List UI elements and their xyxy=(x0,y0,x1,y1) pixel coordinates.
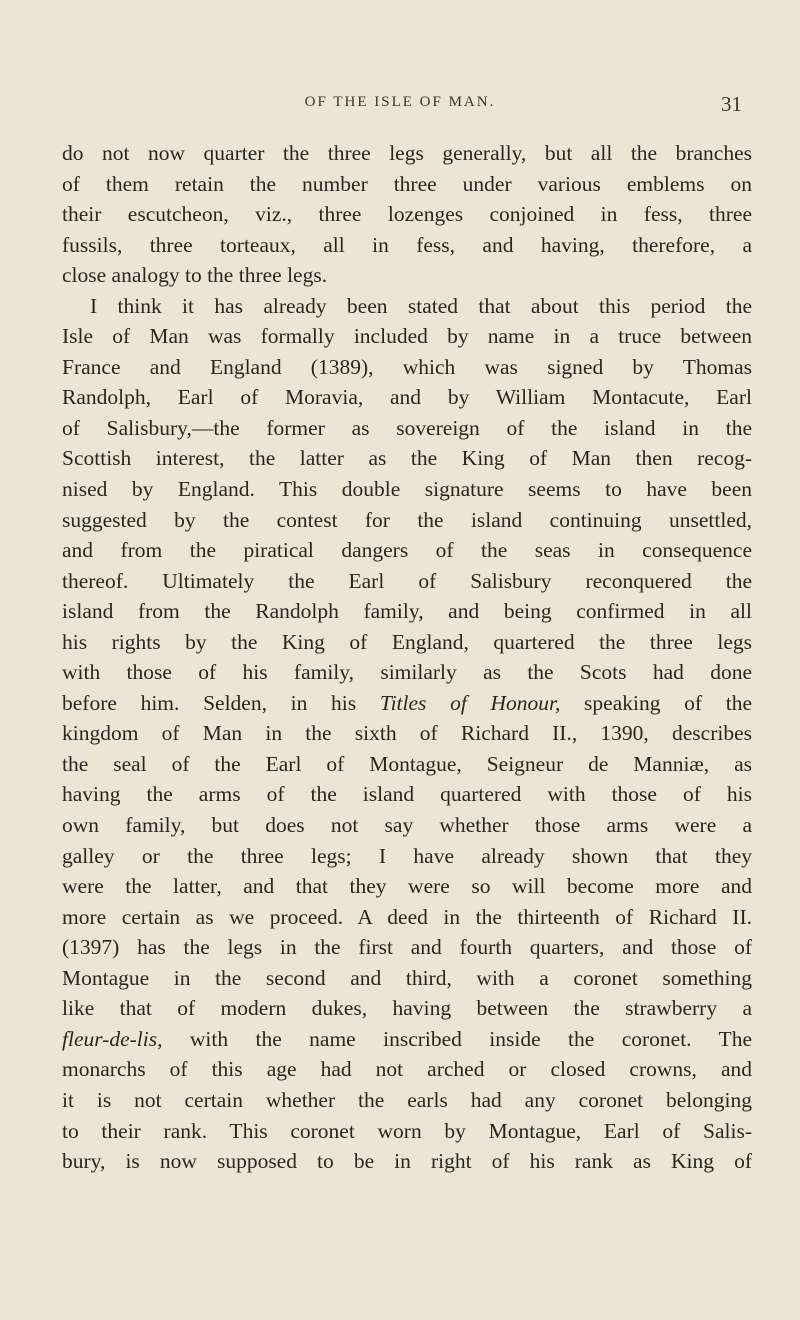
text-line: to their rank. This coronet worn by Montague, Earl of Salis- xyxy=(62,1118,752,1143)
text-line: fussils, three torteaux, all in fess, and having, therefore, a xyxy=(62,232,752,257)
text-line: their escutcheon, viz., three lozenges conjoined in fess, three xyxy=(62,202,752,227)
text-line: it is not certain whether the earls had any coronet belonging xyxy=(62,1087,752,1112)
text-line: with those of his family, similarly as the Scots had done xyxy=(62,660,752,685)
text-line: island from the Randolph family, and being confirmed in all xyxy=(62,599,752,624)
text-line: thereof. Ultimately the Earl of Salisbury reconquered the xyxy=(62,568,752,593)
text-line: nised by England. This double signature seems to have been xyxy=(62,477,752,502)
text-line: his rights by the King of England, quartered the three legs xyxy=(62,629,752,654)
book-title: Titles of Honour, xyxy=(379,690,561,715)
running-head xyxy=(0,92,800,120)
text-line xyxy=(62,1024,752,1055)
text-line: of Salisbury,—the former as sovereign of the island in the xyxy=(62,415,752,440)
page-number: 31 xyxy=(721,92,742,116)
text-line: (1397) has the legs in the first and fourth quarters, and those of xyxy=(62,935,752,960)
text-line: galley or the three legs; I have already shown that they xyxy=(62,843,752,868)
body-text xyxy=(62,138,752,1177)
text-line: and from the piratical dangers of the seas in consequence xyxy=(62,538,752,563)
running-title: OF THE ISLE OF MAN. xyxy=(304,94,496,110)
text-line: Montague in the second and third, with a coronet something xyxy=(62,965,752,990)
text-line: do not now quarter the three legs generally, but all the branches xyxy=(62,141,752,165)
text-line xyxy=(62,688,752,719)
text-line: kingdom of Man in the sixth of Richard II., 1390, describes xyxy=(62,721,752,746)
text-line: Isle of Man was formally included by name in a truce between xyxy=(62,324,752,349)
heraldic-term: fleur-de-lis, xyxy=(62,1026,163,1051)
text-segment: with the name inscribed inside the coronet. The xyxy=(162,1026,752,1051)
text-line: of them retain the number three under various emblems on xyxy=(62,171,752,196)
text-line: close analogy to the three legs. xyxy=(62,263,328,288)
text-line: monarchs of this age had not arched or closed crowns, and xyxy=(62,1057,752,1082)
text-line: more certain as we proceed. A deed in the thirteenth of Richard II. xyxy=(62,904,752,929)
text-line: having the arms of the island quartered with those of his xyxy=(62,782,752,807)
text-line: like that of modern dukes, having between the strawberry a xyxy=(62,996,752,1021)
text-line: bury, is now supposed to be in right of his rank as King of xyxy=(62,1149,752,1174)
text-line: suggested by the contest for the island continuing unsettled, xyxy=(62,507,752,532)
text-line: were the latter, and that they were so will become more and xyxy=(62,874,752,899)
text-line: I think it has already been stated that about this period the xyxy=(90,293,752,318)
text-line: own family, but does not say whether those arms were a xyxy=(62,813,752,838)
text-line: Scottish interest, the latter as the King of Man then recog- xyxy=(62,446,752,471)
text-line: Randolph, Earl of Moravia, and by William Montacute, Earl xyxy=(62,385,752,410)
text-segment: speaking of the xyxy=(560,690,752,715)
text-line: France and England (1389), which was signed by Thomas xyxy=(62,354,752,379)
text-line: the seal of the Earl of Montague, Seigneur de Manniæ, as xyxy=(62,751,752,776)
text-segment: before him. Selden, in his xyxy=(62,690,380,715)
